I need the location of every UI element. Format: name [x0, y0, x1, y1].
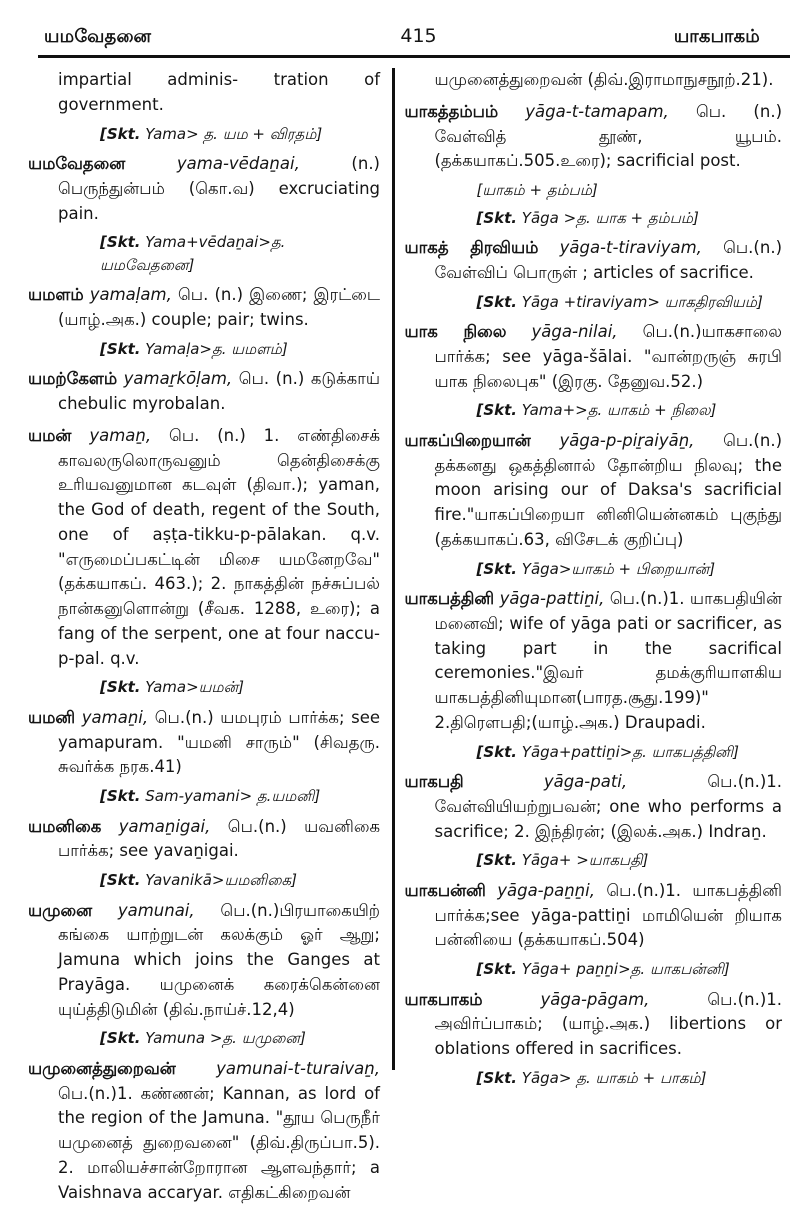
entry-headword: யமனிகை	[28, 816, 102, 836]
entry-body: பெ.(n.)1. வேள்வியியற்றுபவன்; one who performs a sacrifice; 2. இந்திரன்; (இலக்.அக.) Indraṉ.	[434, 772, 783, 841]
entry-headword: யமுனைத்துறைவன்	[28, 1058, 176, 1078]
dictionary-entry-right-7	[405, 879, 783, 981]
entry-etymology: [Skt. Yamuna >த. யமுனை]	[100, 1029, 306, 1048]
etymology-source-label: [Skt.	[100, 678, 141, 697]
entry-text	[405, 236, 783, 286]
entry-text	[28, 283, 380, 333]
dictionary-entry-right-2	[405, 236, 783, 313]
entry-body: பெ.(n.) யவனிகை பார்க்க; see yavaṉigai.	[58, 816, 380, 861]
entry-transliteration: yāga-pattiṉi,	[499, 589, 610, 608]
entry-text	[405, 770, 783, 844]
etymology-source-label: [Skt.	[476, 208, 518, 227]
page-header	[0, 0, 800, 53]
entry-body: பெ. (n.) வேள்வித் தூண், யூபம். (தக்கயாகப்.505.உரை); sacrificial post.	[434, 101, 783, 171]
entry-text	[28, 706, 380, 780]
entry-text	[28, 152, 380, 226]
entry-transliteration: yāga-paṉṉi,	[497, 880, 607, 900]
entry-text	[405, 587, 783, 736]
entry-headword: யமன்	[28, 425, 72, 445]
dictionary-entry-right-0	[405, 68, 783, 93]
entry-transliteration: yamaḷam,	[89, 285, 178, 305]
entry-text	[28, 899, 380, 1023]
entry-text	[405, 320, 783, 394]
dictionary-entry-left-2	[28, 283, 380, 360]
entry-text	[28, 1057, 380, 1206]
entry-headword: யாகத்தம்பம்	[404, 101, 499, 121]
entry-transliteration: yamunai-t-turaivaṉ,	[216, 1058, 380, 1078]
entry-etymology: [Skt. Yāga+ >யாகபதி]	[476, 851, 649, 870]
etymology-source-label: [Skt.	[100, 339, 141, 358]
entry-etymology: [Skt. Yavanikā>யமனிகை]	[100, 871, 297, 889]
dictionary-entry-left-3	[28, 367, 380, 417]
entry-body: பெ. (n.) 1. எண்திசைக் காவலருலொருவனும் தென்திசைக்கு உரியவனுமான கடவுள் (திவா.); yaman, the God of death, regent of the South, one of aṣṭa-tikku-p-pālakan. q.v. "எருமைப்பகட்டின் மிசை யமனேறவே" (தக்கயாகப். 463.); 2. நாகத்தின் நச்சுப்பல் நான்கனுளொன்று (சீவக. 1288, உரை); a fang of the serpent, one at four naccu-p-pal. q.v.	[58, 425, 381, 668]
etymology-source-label: [Skt.	[100, 871, 141, 889]
entry-transliteration: yamaṉi,	[81, 707, 155, 727]
entry-etymology: [Skt. Yama+vēdaṉai>த. யமவேதனை]	[100, 233, 286, 274]
page-number: 415	[400, 25, 437, 47]
entry-headword: யமனி	[28, 707, 76, 727]
entry-headword: யாகப்பிறையான்	[404, 430, 531, 450]
entry-body: பெ.(n.) வேள்விப் பொருள் ; articles of sacrifice.	[434, 238, 783, 282]
entry-etymology: [Skt. Yāga +tiraviyam> யாகதிரவியம்]	[476, 292, 763, 311]
entry-body: பெ. (n.) இணை; இரட்டை (யாழ்.அக.) couple; pair; twins.	[58, 285, 380, 329]
entry-headword: யாகத் திரவியம்	[404, 238, 539, 257]
left-column	[28, 68, 380, 1212]
entry-headword: யாக நிலை	[404, 322, 507, 341]
entry-text	[405, 988, 783, 1062]
entry-body: பெ. (n.) கடுக்காய் chebulic myrobalan.	[58, 369, 380, 413]
entry-transliteration: yāga-pāgam,	[540, 989, 708, 1009]
entry-body: பெ.(n.)1. கண்ணன்; Kannan, as lord of the region of the Jamuna. "தூய பெருநீர் யமுனைத் துறைவனை" (திவ்.திருப்பா.5). 2. மாலியச்சான்றோரான ஆளவந்தார்; a Vaishnava accaryar. எதிகட்கிறைவன்	[58, 1083, 380, 1202]
dictionary-entry-left-7	[28, 899, 380, 1050]
entry-etymology: [Skt. Yāga> த. யாகம் + பாகம்]	[476, 1068, 707, 1087]
etymology-source-label: [Skt.	[100, 1029, 141, 1048]
entry-text	[28, 815, 380, 865]
entry-etymology: [Skt. Yāga >த. யாக + தம்பம்]	[476, 208, 699, 227]
dictionary-entry-right-8	[405, 988, 783, 1090]
entry-headword: யாகபத்தினி	[404, 589, 495, 608]
entry-text	[405, 879, 783, 953]
etymology-source-label: [Skt.	[100, 233, 141, 252]
entry-etymology: [Skt. Yama>யமன்]	[100, 678, 244, 697]
entry-headword: யமுனை	[28, 900, 93, 920]
dictionary-entry-left-0	[28, 68, 380, 145]
entry-etymology: [Skt. Yāga+pattiṉi>த. யாகபத்தினி]	[476, 742, 739, 761]
entry-text	[28, 367, 380, 417]
entry-text	[405, 100, 783, 174]
entry-headword: யமளம்	[28, 285, 84, 305]
page-body	[0, 58, 800, 1212]
entry-etymology: [Skt. Sam-yamani> த.யமனி]	[100, 787, 321, 805]
dictionary-entry-right-4	[405, 429, 783, 580]
dictionary-entry-left-1	[28, 152, 380, 276]
etymology-source-label: [Skt.	[476, 1068, 518, 1087]
entry-transliteration: yāga-pati,	[543, 772, 708, 791]
dictionary-entry-left-5	[28, 706, 380, 808]
entry-etymology: [யாகம் + தம்பம்]	[476, 181, 598, 199]
entry-body: பெ.(n.)பிரயாகையிற் கங்கை யாற்றுடன் கலக்கும் ஓர் ஆறு; Jamuna which joins the Ganges at Prayāga. யமுனைக் கரைக்கென்னை யுய்த்திடுமின் (திவ்.நாய்ச்.12,4)	[58, 900, 380, 1019]
entry-body: impartial adminis- tration of government.	[58, 70, 380, 114]
dictionary-entry-right-1	[405, 100, 783, 229]
entry-headword: யாகபதி	[404, 772, 464, 791]
entry-headword: யாகபாகம்	[404, 989, 483, 1009]
etymology-source-label: [Skt.	[476, 401, 518, 420]
entry-transliteration: yamaṟkōḷam,	[123, 369, 239, 389]
entry-etymology: [Skt. Yāga+ paṉṉi>த. யாகபன்னி]	[476, 960, 730, 978]
entry-body: பெ.(n.)1. யாகபதியின் மனைவி; wife of yāga pati or sacrificer, as taking part in the sacrifical ceremonies."இவர் தமக்குரியாளகிய யாகபத்தினியுமான(பாரத.சூது.199)" 2.திரௌபதி;(யாழ்.அக.) Draupadi.	[434, 589, 782, 732]
entry-body: பெ.(n.)1. அவிர்ப்பாகம்; (யாழ்.அக.) libertions or oblations offered in sacrifices.	[434, 989, 782, 1058]
etymology-source-label: [Skt.	[476, 559, 518, 578]
dictionary-entry-right-5	[405, 587, 783, 763]
etymology-source-label: [Skt.	[100, 787, 141, 805]
entry-body: பெ.(n.)யாகசாலை பார்க்க; see yāga-šālai. "வான்றருஞ் சுரபி யாக நிலைபுக" (இரகு. தேனுவ.52.)	[434, 322, 782, 391]
entry-headword: யாகபன்னி	[404, 880, 486, 900]
right-column	[395, 68, 783, 1212]
header-left-guideword: யமவேதனை	[44, 26, 152, 47]
entry-transliteration: yāga-nilai,	[531, 322, 643, 341]
entry-body: பெ.(n.)1. யாகபத்தினி பார்க்க;see yāga-pattiṉi மாமியென் றியாக பன்னியை (தக்கயாகப்.504)	[434, 880, 782, 950]
entry-body: பெ.(n.) யமபுரம் பார்க்க; see yamapuram. "யமனி சாரும்" (சிவதரு. சுவர்க்க நரக.41)	[58, 707, 380, 777]
dictionary-entry-left-6	[28, 815, 380, 892]
dictionary-entry-left-4	[28, 424, 380, 699]
entry-text	[28, 424, 380, 672]
entry-continuation-text	[28, 68, 380, 118]
entry-headword: யமவேதனை	[28, 154, 126, 173]
entry-etymology: [Skt. Yama> த. யம + விரதம்]	[100, 124, 323, 143]
header-right-guideword: யாகபாகம்	[673, 26, 760, 47]
etymology-source-label: [Skt.	[476, 292, 518, 311]
entry-transliteration: yamaṉ,	[89, 425, 169, 445]
entry-etymology: [Skt. Yama+>த. யாகம் + நிலை]	[476, 401, 717, 420]
entry-transliteration: yāga-t-tamapam,	[525, 101, 696, 121]
etymology-source-label: [Skt.	[100, 124, 141, 143]
etymology-source-label: [Skt.	[476, 960, 518, 978]
entry-transliteration: yama-vēdaṉai,	[176, 154, 352, 173]
dictionary-entry-right-3	[405, 320, 783, 422]
entry-continuation-text	[405, 68, 783, 93]
entry-transliteration: yamaṉigai,	[118, 816, 228, 836]
entry-etymology: [Skt. Yāga>யாகம் + பிறையான்]	[476, 559, 716, 578]
dictionary-entry-left-8	[28, 1057, 380, 1206]
entry-transliteration: yāga-p-piṟaiyāṉ,	[559, 430, 724, 450]
entry-headword: யமற்கேளம்	[28, 369, 118, 389]
entry-body: யமுனைத்துறைவன் (திவ்.இராமாநுசநூற்.21).	[434, 70, 774, 89]
entry-text	[405, 429, 783, 553]
entry-transliteration: yāga-t-tiraviyam,	[559, 238, 724, 257]
entry-etymology: [Skt. Yamaḷa>த. யமளம்]	[100, 339, 288, 358]
etymology-source-label: [Skt.	[476, 742, 518, 761]
entry-transliteration: yamunai,	[117, 900, 221, 920]
entry-body: பெ.(n.) தக்கனது ஒகத்தினால் தோன்றிய நிலவு; the moon arising our of Daksa's sacrificial fire."யாகப்பிறையா னினியென்னகம் புகுந்து (தக்கயாகப்.63, விசேடக் குறிப்பு)	[434, 430, 783, 549]
etymology-source-label: [Skt.	[476, 851, 518, 870]
dictionary-entry-right-6	[405, 770, 783, 872]
entry-body: (n.) பெருந்துன்பம் (கொ.வ) excruciating pain.	[58, 154, 380, 223]
